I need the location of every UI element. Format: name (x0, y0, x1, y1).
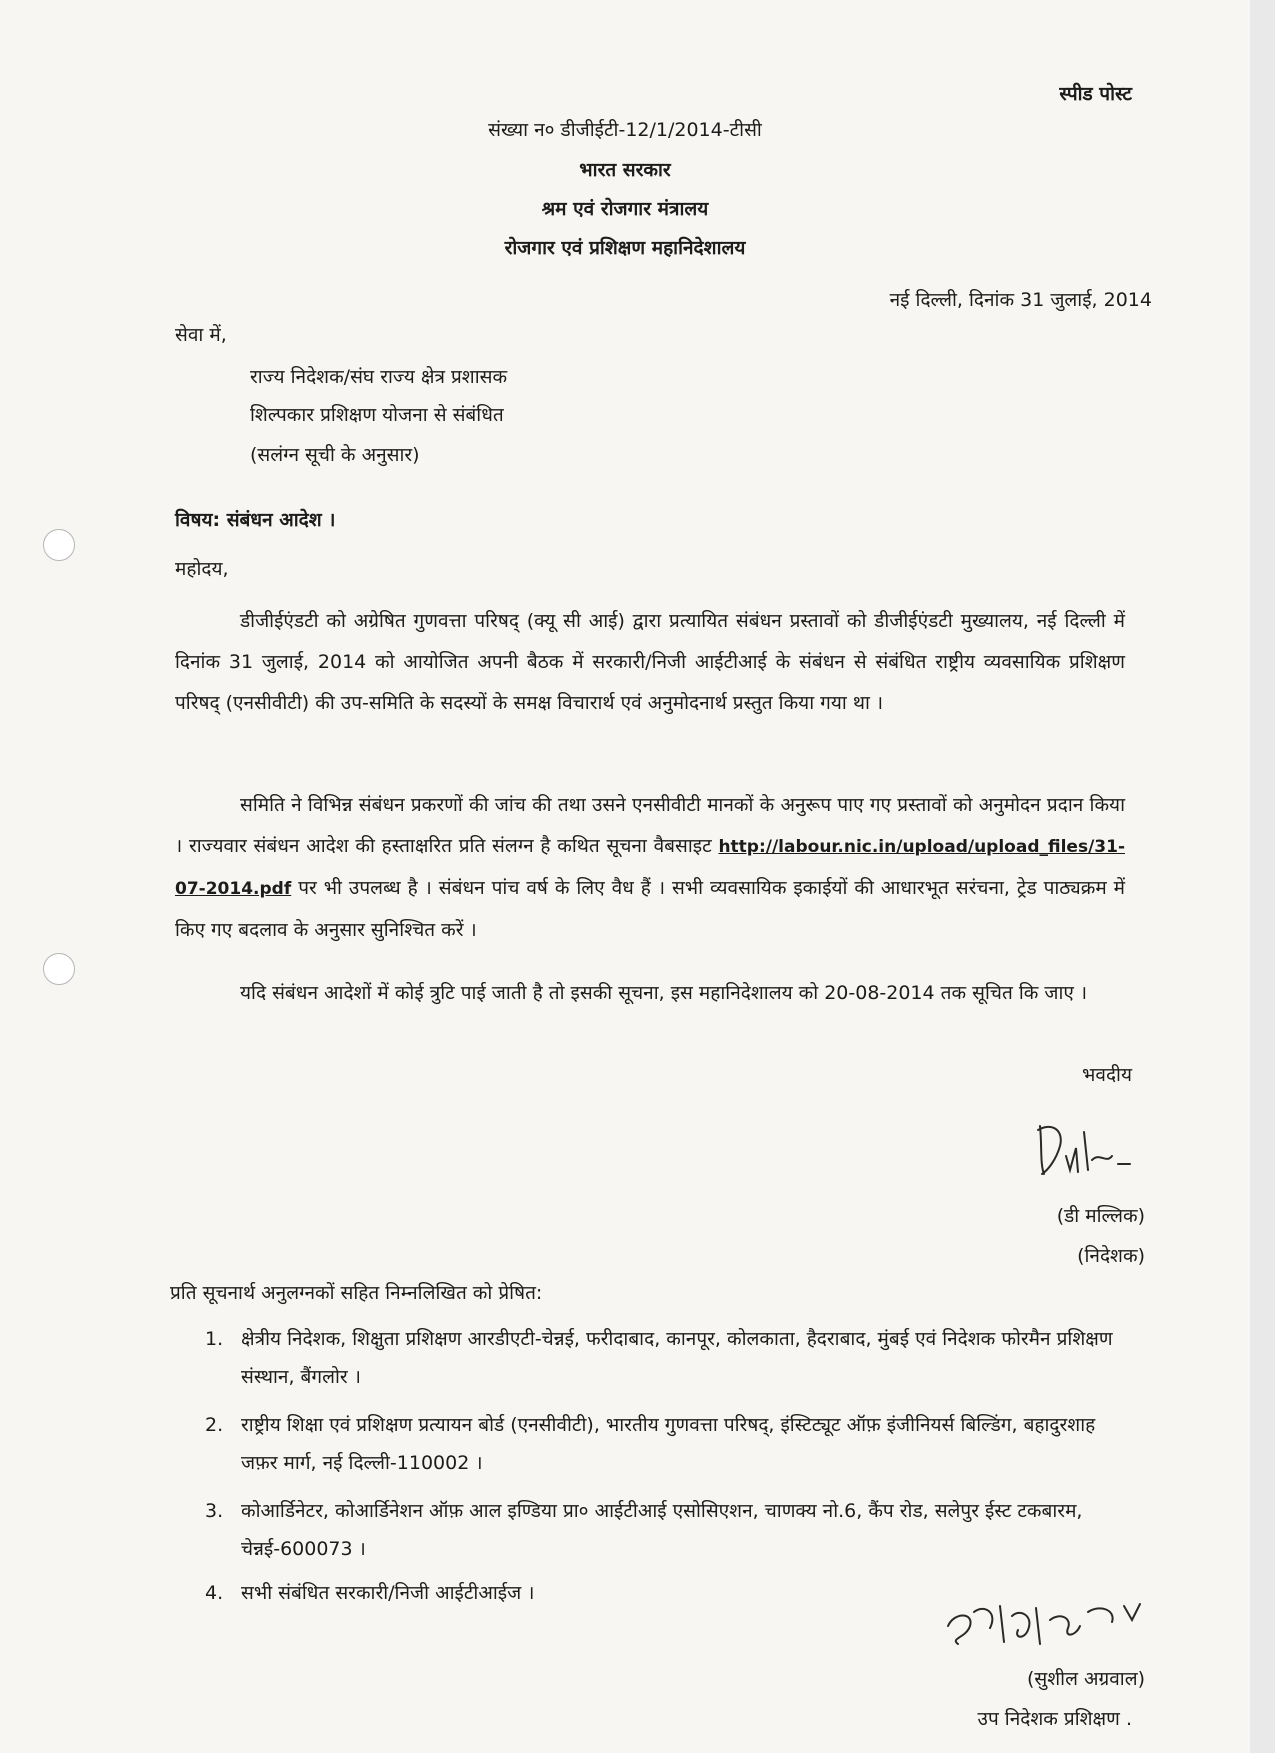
speed-post-label: स्पीड पोस्ट (1059, 83, 1132, 105)
yours-faithfully: भवदीय (1082, 1064, 1132, 1086)
government-heading: भारत सरकार (579, 159, 671, 181)
addressee-line: राज्य निदेशक/संघ राज्य क्षेत्र प्रशासक (250, 366, 508, 388)
list-item: 4. सभी संबंधित सरकारी/निजी आईटीआईज । (205, 1582, 535, 1604)
addressee-line: (सलंग्न सूची के अनुसार) (250, 444, 420, 466)
signatory-name: (डी मल्लिक) (1056, 1205, 1145, 1227)
paragraph-text: डीजीईएंडटी को अग्रेषित गुणवत्ता परिषद् (क्यू सी आई) द्वारा प्रत्यायित संबंधन प्रस्तावों को डीजीईएंडटी मुख्यालय, नई दिल्ली में दिनांक 31 जुलाई, 2014 को आयोजित अपनी बैठक में सरकारी/निजी आईटीआई के संबंधन से संबंधित राष्ट्रीय व्यवसायिक प्रशिक्षण परिषद् (एनसीवीटी) की उप-समिति के सदस्यों के समक्ष विचारार्थ एवं अनुमोदनार्थ प्रस्तुत किया गया था । (175, 610, 1125, 714)
reference-number: संख्या न० डीजीईटी-12/1/2014-टीसी (488, 119, 762, 141)
ministry-heading: श्रम एवं रोजगार मंत्रालय (541, 198, 709, 220)
paragraph-text: पर भी उपलब्ध है । संबंधन पांच वर्ष के लिए वैध हैं । सभी व्यवसायिक इकाईयों की आधारभूत सरंचना, ट्रेड पाठ्यक्रम में किए गए बदलाव के अनुसार सुनिश्चित करें । (175, 877, 1126, 941)
page-edge (1250, 0, 1275, 1753)
copy-to-intro: प्रति सूचनार्थ अनुलग्नकों सहित निम्नलिखित को प्रेषित: (170, 1282, 543, 1304)
body-paragraph-2 (175, 785, 1125, 951)
signatory-name: (सुशील अग्रवाल) (1026, 1668, 1145, 1690)
body-paragraph-1 (175, 601, 1125, 724)
signatory-title: उप निदेशक प्रशिक्षण . (977, 1708, 1132, 1730)
list-item: 1. क्षेत्रीय निदेशक, शिक्षुता प्रशिक्षण आरडीएटी-चेन्नई, फरीदाबाद, कानपूर, कोलकाता, हैदराबाद, मुंबई एवं निदेशक फोरमैन प्रशिक्षण संस्थान, बैंगलोर । (205, 1328, 1113, 1388)
addressee-line: शिल्पकार प्रशिक्षण योजना से संबंधित (250, 404, 504, 426)
punch-hole (43, 953, 75, 985)
paragraph-text: समिति ने विभिन्न संबंधन प्रकरणों की जांच की तथा उसने एनसीवीटी मानकों के अनुरूप पाए गए प्रस्तावों को अनुमोदन प्रदान किया । राज्यवार संबंधन आदेश की हस्ताक्षरित प्रति संलग्न है कथित सूचना वैबसाइट (175, 794, 1125, 857)
copy-to-list (205, 1320, 1125, 1612)
directorate-heading: रोजगार एवं प्रशिक्षण महानिदेशालय (504, 237, 746, 259)
to-salutation: सेवा में, (175, 324, 227, 346)
list-item: 3. कोआर्डिनेटर, कोआर्डिनेशन ऑफ़ आल इण्डिया प्रा० आईटीआई एसोसिएशन, चाणक्य नो.6, कैंप रोड, सलेपुर ईस्ट टकबारम, चेन्नई-600073 । (205, 1500, 1083, 1560)
greeting: महोदय, (175, 558, 229, 580)
signature-d-mallik (1030, 1112, 1150, 1192)
subject-line: विषय: संबंधन आदेश । (175, 509, 336, 531)
body-paragraph-3 (175, 973, 1125, 1014)
paragraph-text: यदि संबंधन आदेशों में कोई त्रुटि पाई जाती है तो इसकी सूचना, इस महानिदेशालय को 20-08-2014 तक सूचित कि जाए । (240, 982, 1088, 1004)
place-and-date: नई दिल्ली, दिनांक 31 जुलाई, 2014 (889, 289, 1152, 311)
punch-hole (43, 529, 75, 561)
signatory-title: (निदेशक) (1077, 1245, 1145, 1267)
signature-sushil-agrawal (940, 1582, 1160, 1657)
list-item: 2. राष्ट्रीय शिक्षा एवं प्रशिक्षण प्रत्यायन बोर्ड (एनसीवीटी), भारतीय गुणवत्ता परिषद्, इंस्टिट्यूट ऑफ़ इंजीनियर्स बिल्डिंग, बहादुरशाह जफ़र मार्ग, नई दिल्ली-110002 । (205, 1414, 1096, 1474)
website-link[interactable]: http://labour.nic.in/upload/upload_files/31-07-2014.pdf (175, 837, 1125, 899)
